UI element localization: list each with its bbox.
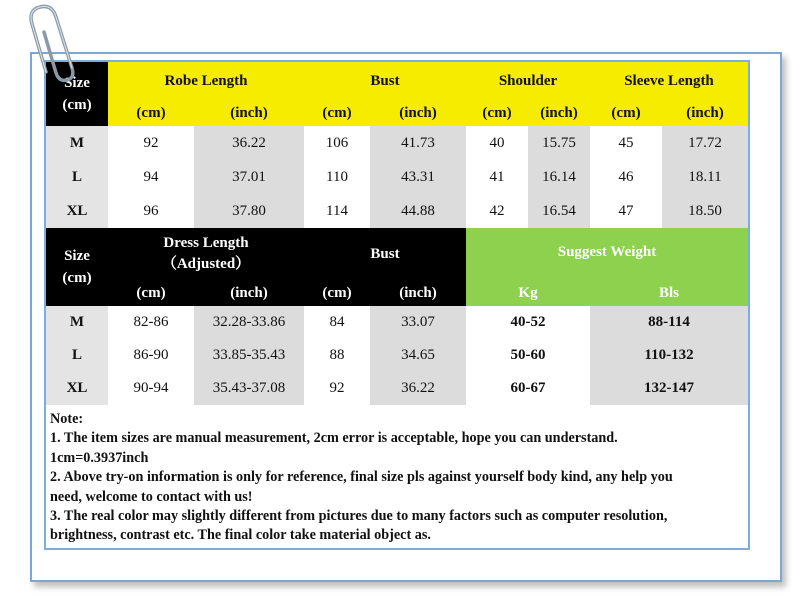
- note-line: 1cm=0.3937inch: [50, 449, 149, 466]
- table-cell: 90-94: [108, 372, 194, 405]
- table-cell: 32.28-33.86: [194, 306, 304, 339]
- table-cell: 46: [590, 160, 662, 194]
- table-cell: 41.73: [370, 126, 466, 160]
- table-row: [46, 194, 748, 228]
- table-cell: 34.65: [370, 339, 466, 372]
- table-cell: 17.72: [662, 126, 748, 160]
- size-header-label: Size: [64, 248, 90, 264]
- table-cell: 50-60: [466, 339, 590, 372]
- table-cell: 33.85-35.43: [194, 339, 304, 372]
- table-cell: 132-147: [590, 372, 748, 405]
- table-cell: 114: [304, 194, 370, 228]
- table-cell: 92: [108, 126, 194, 160]
- size-header-label: Size: [64, 75, 90, 91]
- table-cell: 96: [108, 194, 194, 228]
- table-cell: 40: [466, 126, 528, 160]
- table-cell: 36.22: [194, 126, 304, 160]
- robe-length-header: Robe Length: [108, 62, 304, 100]
- unit-header: (inch): [370, 280, 466, 306]
- size-cell: XL: [46, 194, 108, 228]
- unit-header: (inch): [662, 100, 748, 126]
- table-cell: 88-114: [590, 306, 748, 339]
- table-cell: 35.43-37.08: [194, 372, 304, 405]
- note-line: 2. Above try-on information is only for reference, final size pls against yourself body kind, any help you: [50, 469, 673, 486]
- table-row: [46, 126, 748, 160]
- table-cell: 40-52: [466, 306, 590, 339]
- table-cell: 16.14: [528, 160, 590, 194]
- unit-header: (cm): [466, 100, 528, 126]
- dress-length-note: （Adjusted）: [161, 256, 251, 272]
- note-line: need, welcome to contact with us!: [50, 488, 253, 505]
- table-cell: 41: [466, 160, 528, 194]
- size-cell: XL: [46, 372, 108, 405]
- table-cell: 37.80: [194, 194, 304, 228]
- table-cell: 36.22: [370, 372, 466, 405]
- table-cell: 15.75: [528, 126, 590, 160]
- table-cell: 47: [590, 194, 662, 228]
- table-row: [46, 372, 748, 405]
- size-cell: L: [46, 339, 108, 372]
- unit-header: Bls: [590, 280, 748, 306]
- table-cell: 88: [304, 339, 370, 372]
- size-header: [46, 228, 108, 306]
- table-cell: 110-132: [590, 339, 748, 372]
- table-row: [46, 339, 748, 372]
- size-cell: M: [46, 126, 108, 160]
- size-cell: M: [46, 306, 108, 339]
- table-cell: 106: [304, 126, 370, 160]
- table-cell: 92: [304, 372, 370, 405]
- size-header-unit: (cm): [62, 270, 92, 286]
- unit-header: Kg: [466, 280, 590, 306]
- table-cell: 16.54: [528, 194, 590, 228]
- table-cell: 44.88: [370, 194, 466, 228]
- table-cell: 84: [304, 306, 370, 339]
- table-row: [46, 160, 748, 194]
- table-cell: 110: [304, 160, 370, 194]
- table-cell: 18.11: [662, 160, 748, 194]
- size-table-2: [46, 228, 748, 405]
- unit-header: (inch): [194, 280, 304, 306]
- paperclip-icon: [24, 2, 94, 92]
- table-cell: 18.50: [662, 194, 748, 228]
- note-line: 3. The real color may slightly different from pictures due to many factors such as computer resolution,: [50, 508, 668, 525]
- shoulder-header: Shoulder: [466, 62, 590, 100]
- unit-header: (cm): [590, 100, 662, 126]
- table-cell: 60-67: [466, 372, 590, 405]
- table-cell: 33.07: [370, 306, 466, 339]
- unit-header: (cm): [304, 100, 370, 126]
- suggest-weight-header: Suggest Weight: [466, 228, 748, 306]
- unit-header: (cm): [108, 280, 194, 306]
- table-row: [46, 306, 748, 339]
- dress-length-label: Dress Length: [163, 235, 249, 251]
- note-title: Note:: [50, 411, 84, 427]
- unit-header: (cm): [304, 280, 370, 306]
- table-cell: 37.01: [194, 160, 304, 194]
- notes-section: [50, 410, 740, 546]
- table-cell: 43.31: [370, 160, 466, 194]
- note-line: 1. The item sizes are manual measurement, 2cm error is acceptable, hope you can understand.: [50, 430, 618, 447]
- unit-header: (inch): [194, 100, 304, 126]
- size-cell: L: [46, 160, 108, 194]
- unit-header: (cm): [108, 100, 194, 126]
- unit-header: (inch): [370, 100, 466, 126]
- table-cell: 45: [590, 126, 662, 160]
- sleeve-length-header: Sleeve Length: [590, 62, 748, 100]
- size-chart: [46, 62, 748, 405]
- size-table-1: [46, 62, 748, 228]
- table-cell: 86-90: [108, 339, 194, 372]
- unit-header: (inch): [528, 100, 590, 126]
- bust-header: Bust: [304, 228, 466, 280]
- bust-header: Bust: [304, 62, 466, 100]
- note-line: brightness, contrast etc. The final color take material object as.: [50, 527, 431, 544]
- size-header-unit: (cm): [62, 97, 92, 113]
- table-cell: 94: [108, 160, 194, 194]
- dress-length-header: [108, 228, 304, 280]
- table-cell: 42: [466, 194, 528, 228]
- table-cell: 82-86: [108, 306, 194, 339]
